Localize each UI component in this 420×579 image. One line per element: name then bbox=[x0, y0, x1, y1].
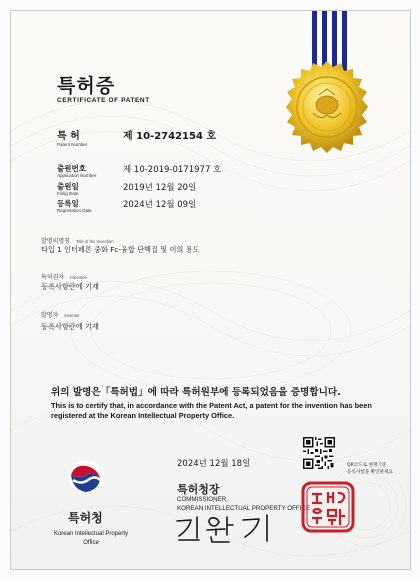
certificate-title: 특허증 bbox=[57, 75, 116, 97]
application-number: 제 10-2019-0171977 호 bbox=[123, 165, 222, 175]
registration-label: 등록일 bbox=[57, 199, 79, 208]
patentee-label-en: Patentee bbox=[70, 275, 87, 280]
commissioner-title: 특허청장 bbox=[177, 483, 220, 496]
patentee-label bbox=[41, 272, 87, 281]
patent-label: 특 허 bbox=[57, 131, 80, 142]
patentee-value: 등록사항란에 기재 bbox=[41, 282, 99, 291]
registration-label-en: Registration Date bbox=[57, 208, 92, 213]
office-name-ko: 특허청 bbox=[68, 511, 103, 525]
invention-title: 타입 1 인터페론 중화 Fc-융합 단백질 및 이의 용도 bbox=[41, 245, 200, 254]
inventor-label-en: Inventor bbox=[64, 313, 80, 318]
issue-date: 2024년 12월 18일 bbox=[177, 459, 251, 469]
qr-note bbox=[347, 463, 393, 476]
application-label: 출원번호 bbox=[57, 164, 86, 173]
commissioner-signature bbox=[169, 511, 279, 545]
qr-note-line1: QR코드로 현재기준 bbox=[347, 463, 387, 468]
red-seal-stamp-icon bbox=[301, 481, 355, 533]
commissioner-title-en-line2: KOREAN INTELLECTUAL PROPERTY OFFICE bbox=[177, 504, 310, 512]
inventor-label bbox=[41, 310, 80, 319]
filing-date: 2019년 12월 20일 bbox=[123, 183, 197, 193]
patentee-label-ko: 특허권자 bbox=[41, 274, 65, 281]
invention-label bbox=[41, 236, 114, 245]
certification-text-ko: 위의 발명은「특허법」에 따라 특허원부에 등록되었음을 증명합니다. bbox=[51, 387, 341, 398]
registration-date: 2024년 12월 09일 bbox=[123, 200, 197, 210]
gold-seal-icon bbox=[279, 59, 375, 155]
certification-text-en: This is to certify that, in accordance with the Patent Act, a patent for the invention has been registered at the Korean Intellectual Property Office. bbox=[51, 401, 372, 420]
patent-label-en: Patent Number bbox=[57, 142, 88, 147]
commissioner-title-en-line1: COMMISSIONER, bbox=[177, 496, 228, 503]
qr-code-icon[interactable] bbox=[303, 437, 335, 469]
invention-label-en: Title of the Invention bbox=[75, 239, 114, 244]
korea-gov-emblem-icon bbox=[67, 458, 105, 496]
application-label-en: Application Number bbox=[57, 173, 97, 178]
inventor-value: 등록사항란에 기재 bbox=[41, 322, 99, 331]
certificate-title-en: CERTIFICATE OF PATENT bbox=[57, 97, 150, 104]
patent-number: 제 10-2742154 호 bbox=[123, 131, 217, 142]
filing-label: 출원일 bbox=[57, 182, 79, 191]
certificate-frame bbox=[10, 10, 411, 570]
inventor-label-ko: 발명자 bbox=[41, 312, 59, 319]
invention-label-ko: 발명의명칭 bbox=[41, 238, 70, 245]
office-name-en: Korean Intellectual Property Office bbox=[53, 531, 129, 546]
filing-label-en: Filing Date bbox=[57, 191, 79, 196]
qr-note-line2: 등록사항을 확인하세요 bbox=[347, 469, 393, 475]
